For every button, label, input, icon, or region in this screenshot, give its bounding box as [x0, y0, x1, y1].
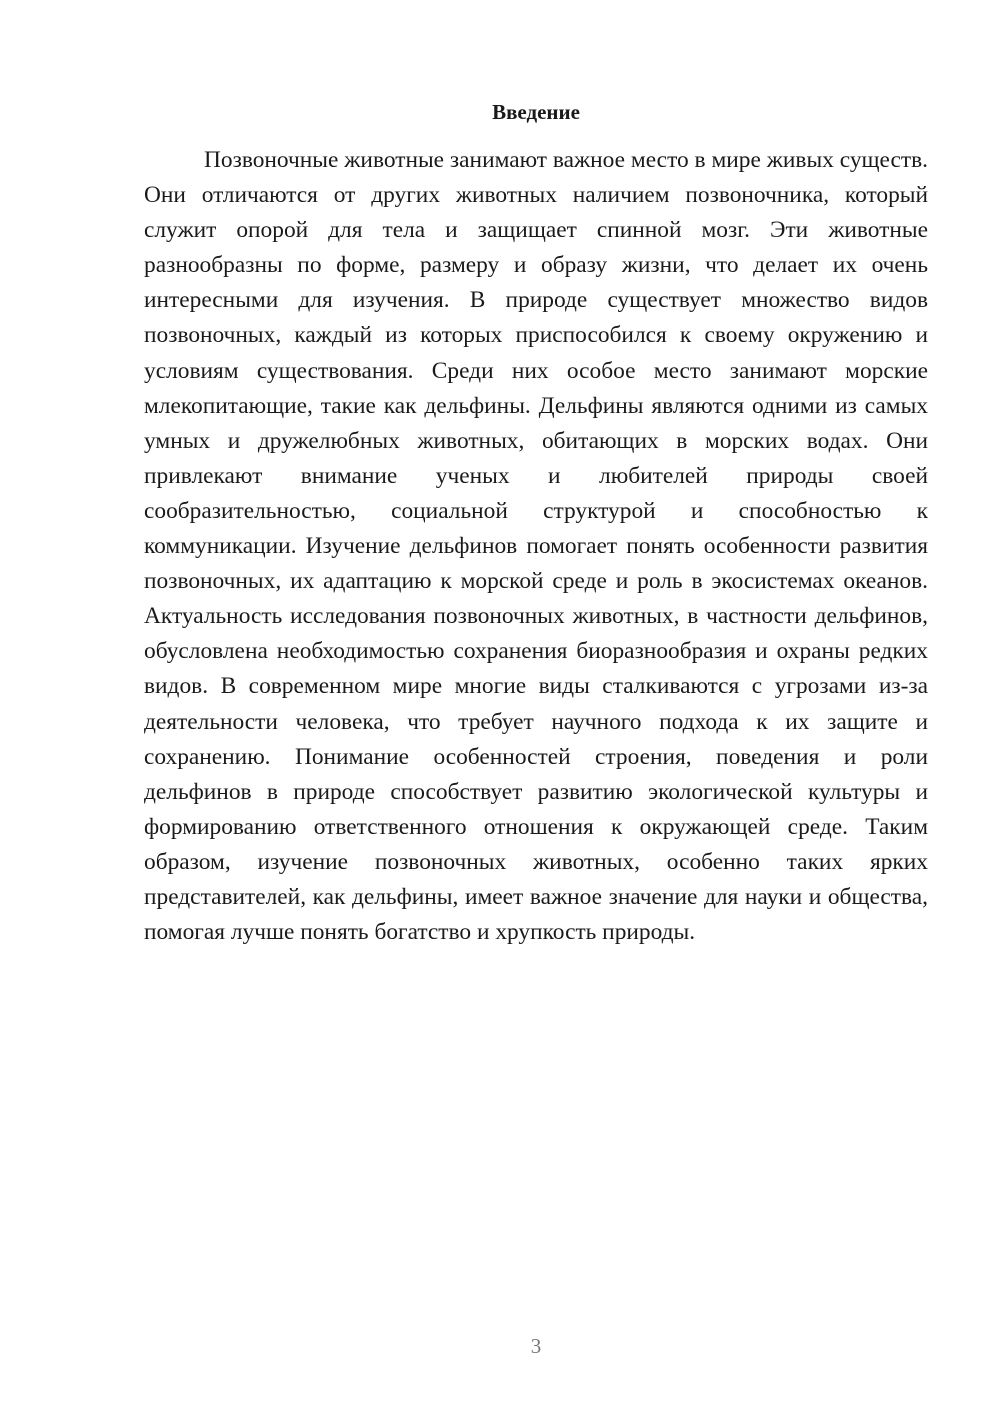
section-heading: Введение [492, 100, 580, 124]
page-number: 3 [530, 1334, 542, 1358]
body-paragraph: Позвоночные животные занимают важное место в мире живых существ. Они отличаются от других животных наличием позвоночника, который служит опорой для тела и защищает спинной мозг. Эти животные разнообразны по форме, размеру и образу жизни, что делает их очень интересными для изучения. В природе существует множество видов позвоночных, каждый из которых приспособился к своему окружению и условиям существования. Среди них особое место занимают морские млекопитающие, такие как дельфины. Дельфины являются одними из самых умных и дружелюбных животных, обитающих в морских водах. Они привлекают внимание ученых и любителей природы своей сообразительностью, социальной структурой и способностью к коммуникации. Изучение дельфинов помогает понять особенности развития позвоночных, их адаптацию к морской среде и роль в экосистемах океанов. Актуальность исследования позвоночных животных, в частности дельфинов, обусловлена необходимостью сохранения биоразнообразия и охраны редких видов. В современном мире многие виды сталкиваются с угрозами из-за деятельности человека, что требует научного подхода к их защите и сохранению. Понимание особенностей строения, поведения и роли дельфинов в природе способствует развитию экологической культуры и формированию ответственного отношения к окружающей среде. Таким образом, изучение позвоночных животных, особенно таких ярких представителей, как дельфины, имеет важное значение для науки и общества, помогая лучше понять богатство и хрупкость природы. [144, 147, 928, 946]
